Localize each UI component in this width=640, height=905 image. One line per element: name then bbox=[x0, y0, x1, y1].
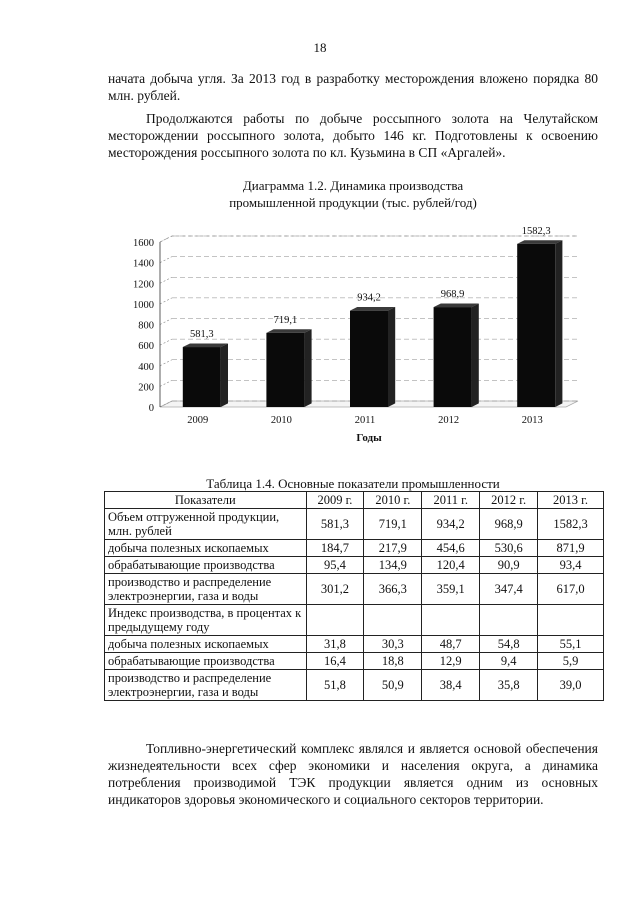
table-row-label: производство и распределение электроэнергии, газа и воды bbox=[105, 670, 307, 701]
chart-title-line-2: промышленной продукции (тыс. рублей/год) bbox=[229, 195, 477, 210]
paragraph-gold: Продолжаются работы по добыче россыпного золота на Челутайском месторождении россыпного золота, добыто 146 кг. Подготовлены к освоению месторождения россыпного золота по кл. Кузьмина в СП «Аргалей». bbox=[108, 111, 598, 160]
chart-bar-top bbox=[434, 303, 479, 307]
table-cell: 16,4 bbox=[306, 653, 364, 670]
x-tick-label: 2012 bbox=[438, 415, 460, 426]
chart-title bbox=[108, 177, 598, 211]
table-row bbox=[105, 509, 604, 540]
chart-bar bbox=[350, 311, 388, 407]
chart-bar bbox=[517, 244, 555, 407]
y-tick-label: 1200 bbox=[133, 279, 154, 291]
chart-gridline-side bbox=[160, 277, 172, 283]
table-cell: 48,7 bbox=[422, 636, 480, 653]
x-axis-label: Годы bbox=[356, 432, 382, 444]
table-cell: 217,9 bbox=[364, 540, 422, 557]
table-row-label: Объем отгруженной продукции, млн. рублей bbox=[105, 509, 307, 540]
chart-gridline-side bbox=[160, 380, 172, 386]
table-cell: 454,6 bbox=[422, 540, 480, 557]
table-row bbox=[105, 605, 604, 636]
table-cell bbox=[538, 605, 604, 636]
table-cell: 120,4 bbox=[422, 557, 480, 574]
table-caption: Таблица 1.4. Основные показатели промышленности bbox=[206, 476, 500, 491]
table-cell: 39,0 bbox=[538, 670, 604, 701]
x-tick-label: 2009 bbox=[187, 415, 209, 426]
chart-bar-side bbox=[555, 240, 562, 407]
table-cell: 35,8 bbox=[480, 670, 538, 701]
table-cell: 968,9 bbox=[480, 509, 538, 540]
table-row bbox=[105, 557, 604, 574]
table-header-cell: 2013 г. bbox=[538, 492, 604, 509]
table-row bbox=[105, 574, 604, 605]
data-label: 1582,3 bbox=[521, 225, 551, 237]
table-cell: 134,9 bbox=[364, 557, 422, 574]
table-cell: 12,9 bbox=[422, 653, 480, 670]
table-cell: 51,8 bbox=[306, 670, 364, 701]
chart-bar-top bbox=[266, 329, 311, 333]
y-tick-label: 600 bbox=[138, 341, 154, 353]
table-row-label: производство и распределение электроэнергии, газа и воды bbox=[105, 574, 307, 605]
table-row bbox=[105, 540, 604, 557]
chart-gridline-side bbox=[160, 339, 172, 345]
chart-bar-top bbox=[183, 343, 228, 347]
table-row bbox=[105, 653, 604, 670]
chart-bar-top bbox=[517, 240, 562, 244]
chart-gridline-side bbox=[160, 319, 172, 325]
x-tick-label: 2010 bbox=[270, 415, 292, 426]
table-cell bbox=[422, 605, 480, 636]
chart-bar-side bbox=[472, 303, 479, 407]
data-label: 968,9 bbox=[440, 289, 465, 301]
table-cell: 581,3 bbox=[306, 509, 364, 540]
table-row-label: добыча полезных ископаемых bbox=[105, 540, 307, 557]
table-row-label: обрабатывающие производства bbox=[105, 557, 307, 574]
table-cell: 9,4 bbox=[480, 653, 538, 670]
table-cell: 5,9 bbox=[538, 653, 604, 670]
page-number: 18 bbox=[313, 40, 327, 55]
chart-title-line-1: Диаграмма 1.2. Динамика производства bbox=[242, 178, 464, 193]
y-tick-label: 0 bbox=[148, 403, 154, 414]
table-cell: 184,7 bbox=[306, 540, 364, 557]
table-cell: 934,2 bbox=[422, 509, 480, 540]
chart-bar bbox=[266, 333, 304, 407]
table-cell: 50,9 bbox=[364, 670, 422, 701]
chart-gridline-side bbox=[160, 360, 172, 366]
table-header-cell: Показатели bbox=[105, 492, 307, 509]
table-cell: 90,9 bbox=[480, 557, 538, 574]
table-row-label: обрабатывающие производства bbox=[105, 653, 307, 670]
table-cell: 31,8 bbox=[306, 636, 364, 653]
y-tick-label: 200 bbox=[138, 382, 154, 394]
table-header-row bbox=[105, 492, 604, 509]
chart-bar-top bbox=[350, 307, 395, 311]
x-tick-label: 2013 bbox=[521, 415, 543, 426]
table-cell: 55,1 bbox=[538, 636, 604, 653]
table-header-cell: 2011 г. bbox=[422, 492, 480, 509]
table-cell: 359,1 bbox=[422, 574, 480, 605]
table-cell bbox=[364, 605, 422, 636]
production-bar-chart bbox=[108, 212, 598, 452]
table-header-cell: 2010 г. bbox=[364, 492, 422, 509]
chart-bar bbox=[183, 347, 221, 407]
x-tick-label: 2011 bbox=[354, 415, 376, 426]
table-cell: 38,4 bbox=[422, 670, 480, 701]
table-row bbox=[105, 670, 604, 701]
chart-gridline-side bbox=[160, 298, 172, 304]
table-cell: 1582,3 bbox=[538, 509, 604, 540]
table-cell: 347,4 bbox=[480, 574, 538, 605]
chart-bar bbox=[434, 307, 472, 407]
table-cell: 18,8 bbox=[364, 653, 422, 670]
chart-bar-side bbox=[388, 307, 395, 407]
table-cell: 871,9 bbox=[538, 540, 604, 557]
chart-gridline-side bbox=[160, 257, 172, 263]
table-cell: 366,3 bbox=[364, 574, 422, 605]
y-tick-label: 1400 bbox=[133, 258, 154, 270]
table-row-label: Индекс производства, в процентах к предыдущему году bbox=[105, 605, 307, 636]
y-tick-label: 1600 bbox=[133, 238, 154, 249]
chart-back-edge bbox=[160, 236, 578, 242]
paragraph-fuel-energy: Топливно-энергетический комплекс являлся и является основой обеспечения жизнедеятельности всех сфер экономики и населения округа, а динамика потребления производимой ТЭК продукции является одним из основных индикаторов здоровья экономического и социального секторов территории. bbox=[108, 741, 598, 807]
chart-bar-side bbox=[221, 343, 228, 407]
table-cell: 54,8 bbox=[480, 636, 538, 653]
table-row bbox=[105, 636, 604, 653]
y-tick-label: 1000 bbox=[133, 299, 154, 311]
y-tick-label: 800 bbox=[138, 320, 154, 332]
data-label: 934,2 bbox=[357, 292, 381, 304]
table-header-cell: 2012 г. bbox=[480, 492, 538, 509]
data-label: 581,3 bbox=[189, 329, 214, 341]
table-cell: 617,0 bbox=[538, 574, 604, 605]
table-cell: 719,1 bbox=[364, 509, 422, 540]
data-label: 719,1 bbox=[273, 314, 298, 326]
chart-bar-side bbox=[304, 329, 311, 407]
table-cell: 530,6 bbox=[480, 540, 538, 557]
y-tick-label: 400 bbox=[138, 361, 154, 373]
paragraph-coal: начата добыча угля. За 2013 год в разработку месторождения вложено порядка 80 млн. рублей. bbox=[108, 71, 598, 103]
table-row-label: добыча полезных ископаемых bbox=[105, 636, 307, 653]
table-cell: 301,2 bbox=[306, 574, 364, 605]
table-cell: 95,4 bbox=[306, 557, 364, 574]
table-cell bbox=[306, 605, 364, 636]
industry-indicators-table bbox=[104, 491, 604, 701]
table-header-cell: 2009 г. bbox=[306, 492, 364, 509]
table-cell: 93,4 bbox=[538, 557, 604, 574]
table-cell: 30,3 bbox=[364, 636, 422, 653]
table-cell bbox=[480, 605, 538, 636]
